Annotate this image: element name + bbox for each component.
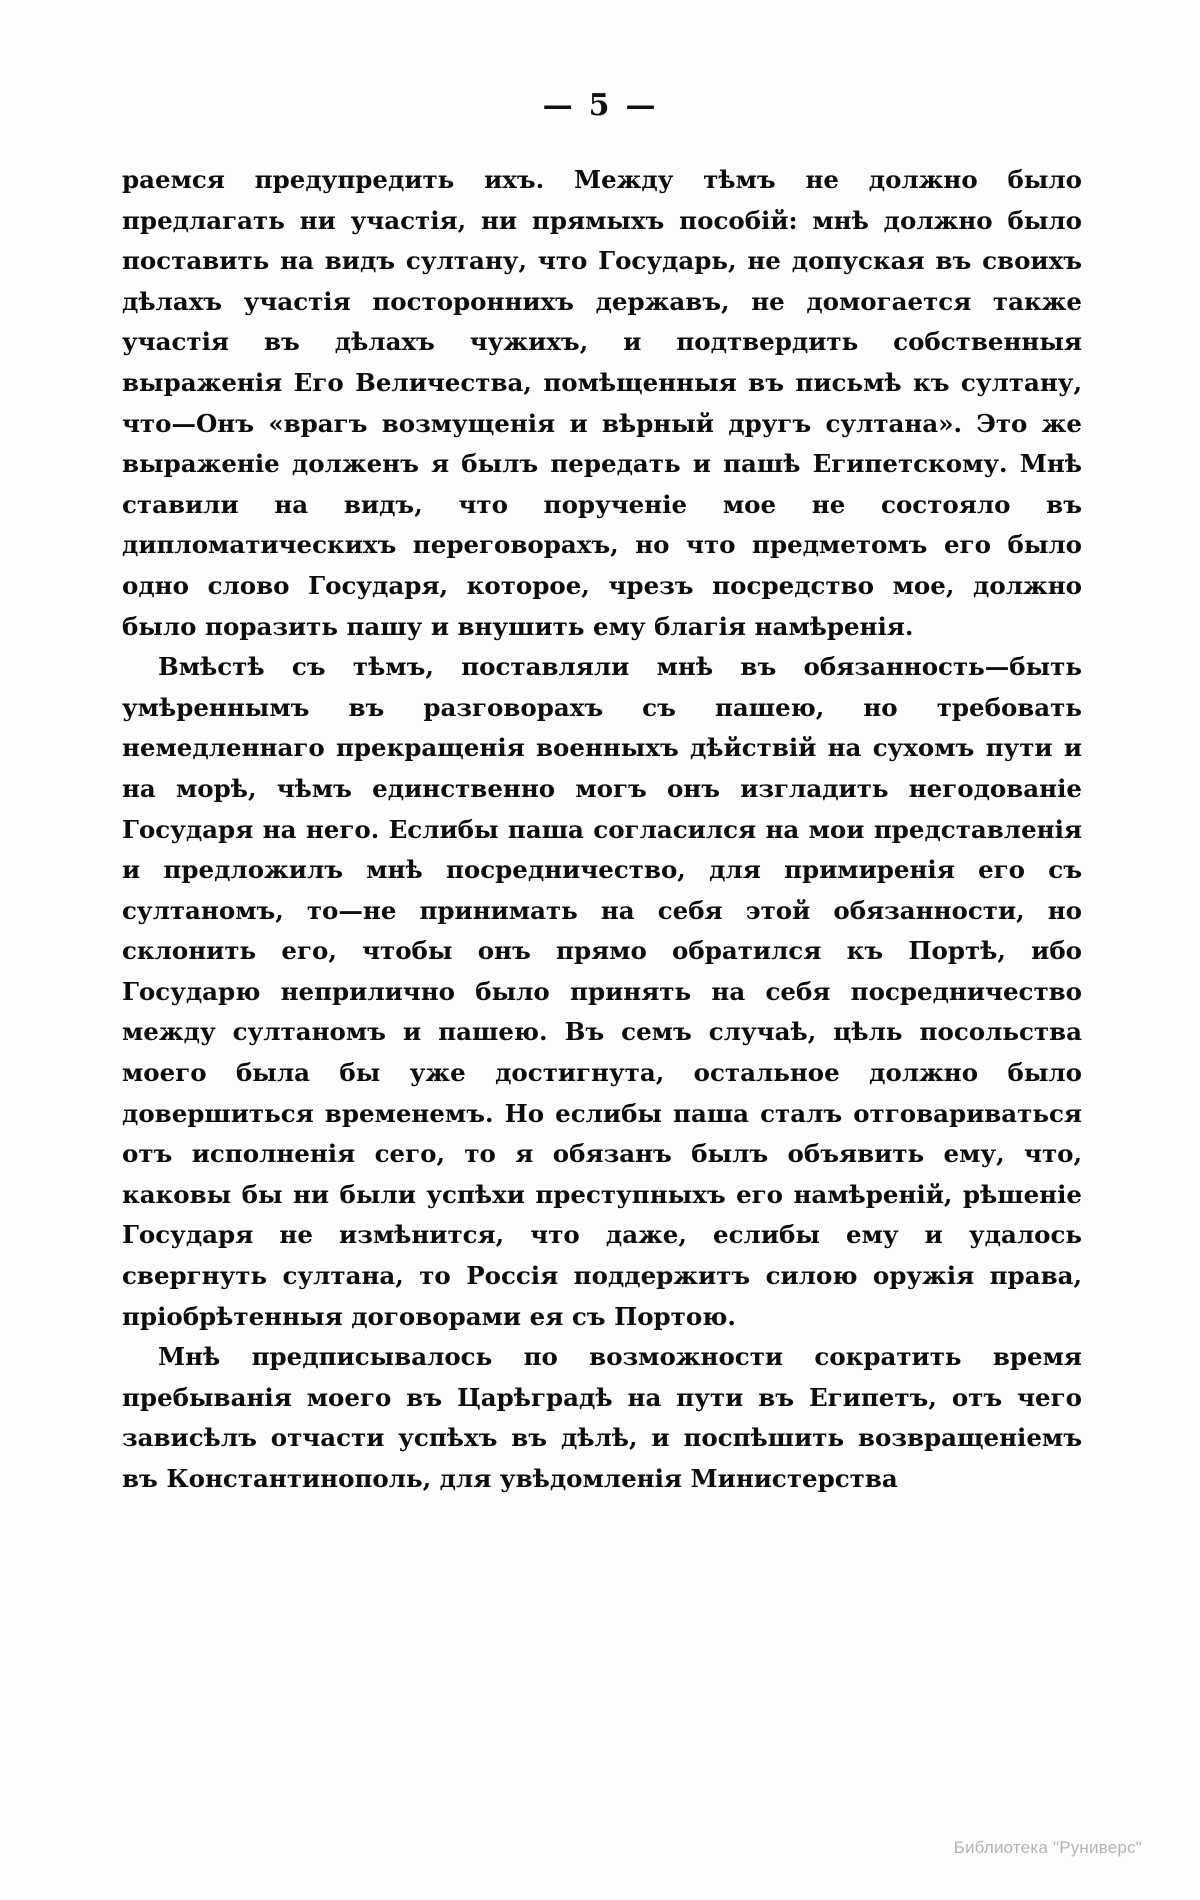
page-body: [122, 160, 1082, 1500]
paragraph: раемся предупредить ихъ. Между тѣмъ не должно было предлагать ни участія, ни прямыхъ пособій: мнѣ должно было поставить на видъ султану, что Государь, не допуская въ своихъ дѣлахъ участія постороннихъ державъ, не домогается также участія въ дѣлахъ чужихъ, и подтвердить собственныя выраженія Его Величества, помѣщенныя въ письмѣ къ султану, что—Онъ «врагъ возмущенія и вѣрный другъ султана». Это же выраженіе долженъ я былъ передать и пашѣ Египетскому. Мнѣ ставили на видъ, что порученіе мое не состояло въ дипломатическихъ переговорахъ, но что предметомъ его было одно слово Государя, которое, чрезъ посредство мое, должно было поразить пашу и внушить ему благія намѣренія.: [122, 165, 1082, 641]
library-watermark: Библиотека "Руниверс": [953, 1838, 1142, 1857]
paragraph: Вмѣстѣ съ тѣмъ, поставляли мнѣ въ обязанность—быть умѣреннымъ въ разговорахъ съ пашею, но требовать немедленнаго прекращенія военныхъ дѣйствій на сухомъ пути и на морѣ, чѣмъ единственно могъ онъ изгладить негодованіе Государя на него. Еслибы паша согласился на мои представленія и предложилъ мнѣ посредничество, для примиренія его съ султаномъ, то—не принимать на себя этой обязанности, но склонить его, чтобы онъ прямо обратился къ Портѣ, ибо Государю неприлично было принять на себя посредничество между султаномъ и пашею. Въ семъ случаѣ, цѣль посольства моего была бы уже достигнута, остальное должно было довершиться временемъ. Но еслибы паша сталъ отговариваться отъ исполненія сего, то я обязанъ былъ объявить ему, что, каковы бы ни были успѣхи преступныхъ его намѣреній, рѣшеніе Государя не измѣнится, что даже, еслибы ему и удалось свергнуть султана, то Россія поддержитъ силою оружія права, пріобрѣтенныя договорами ея съ Портою.: [122, 652, 1082, 1331]
page-number: [0, 88, 1200, 123]
paragraph: Мнѣ предписывалось по возможности сократить время пребыванія моего въ Царѣградѣ на пути въ Египетъ, отъ чего зависѣлъ отчасти успѣхъ въ дѣлѣ, и поспѣшить возвращеніемъ въ Константинополь, для увѣдомленія Министерства: [122, 1342, 1082, 1493]
page-number-dash-right: —: [625, 88, 658, 123]
page-number-dash-left: —: [542, 88, 575, 123]
page-number-value: 5: [588, 88, 612, 123]
